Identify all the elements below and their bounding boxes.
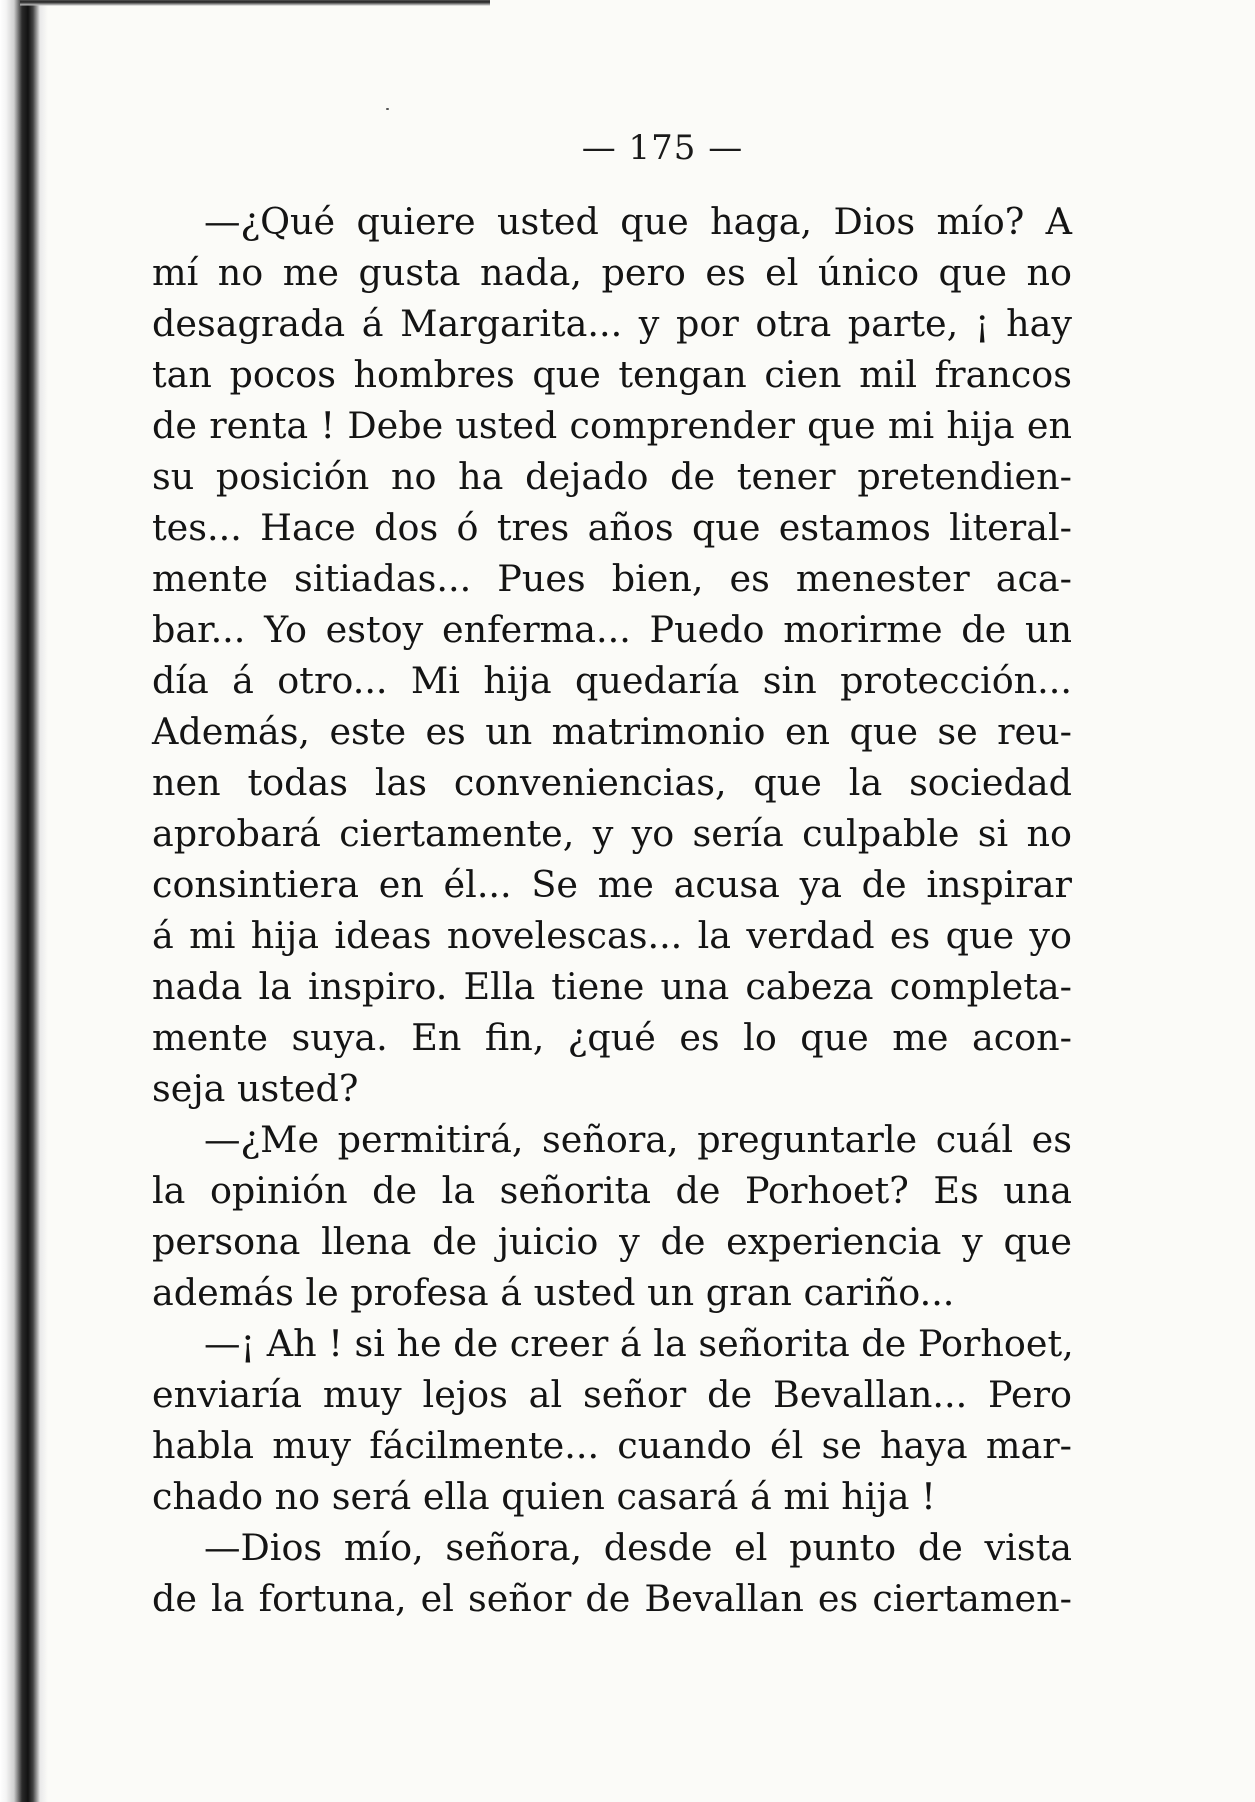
text-line: tes... Hace dos ó tres años que estamos literal- — [152, 506, 1072, 549]
text-line: mente suya. En fin, ¿qué es lo que me acon- — [152, 1016, 1072, 1059]
text-line: enviaría muy lejos al señor de Bevallan... Pero — [152, 1373, 1072, 1416]
text-line: —¿Me permitirá, señora, preguntarle cuál es — [204, 1118, 1072, 1161]
binding-edge — [0, 0, 48, 1802]
text-line: de la fortuna, el señor de Bevallan es ciertamen- — [152, 1577, 1072, 1620]
text-line: desagrada á Margarita... y por otra parte, ¡ hay — [152, 302, 1072, 345]
text-line: de renta ! Debe usted comprender que mi hija en — [152, 404, 1072, 447]
text-line: á mi hija ideas novelescas... la verdad es que yo — [152, 914, 1072, 957]
body-text — [152, 196, 1072, 1624]
text-line: aprobará ciertamente, y yo sería culpable si no — [152, 812, 1072, 855]
text-line: chado no será ella quien casará á mi hija ! — [152, 1475, 936, 1518]
text-line: Además, este es un matrimonio en que se reu- — [152, 710, 1072, 753]
text-line: día á otro... Mi hija quedaría sin protección... — [152, 659, 1072, 702]
text-line: además le profesa á usted un gran cariño... — [152, 1271, 955, 1314]
text-line: su posición no ha dejado de tener pretendien- — [152, 455, 1072, 498]
top-rule — [20, 0, 490, 6]
text-line: la opinión de la señorita de Porhoet? Es una — [152, 1169, 1072, 1212]
text-line: habla muy fácilmente... cuando él se haya mar- — [152, 1424, 1072, 1467]
page-number: — 175 — — [581, 128, 744, 168]
text-line: —¿Qué quiere usted que haga, Dios mío? A — [204, 200, 1072, 243]
text-line: —Dios mío, señora, desde el punto de vista — [204, 1526, 1072, 1569]
text-line: seja usted? — [152, 1067, 359, 1110]
text-line: nada la inspiro. Ella tiene una cabeza completa- — [152, 965, 1072, 1008]
ink-speck — [386, 108, 389, 110]
text-line: nen todas las conveniencias, que la sociedad — [152, 761, 1072, 804]
text-line: —¡ Ah ! si he de creer á la señorita de Porhoet, — [204, 1322, 1074, 1365]
text-line: tan pocos hombres que tengan cien mil francos — [152, 353, 1072, 396]
text-line: bar... Yo estoy enferma... Puedo morirme de un — [152, 608, 1072, 651]
text-line: persona llena de juicio y de experiencia y que — [152, 1220, 1072, 1263]
text-line: mí no me gusta nada, pero es el único que no — [152, 251, 1072, 294]
text-line: consintiera en él... Se me acusa ya de inspirar — [152, 863, 1072, 906]
text-line: mente sitiadas... Pues bien, es menester aca- — [152, 557, 1072, 600]
